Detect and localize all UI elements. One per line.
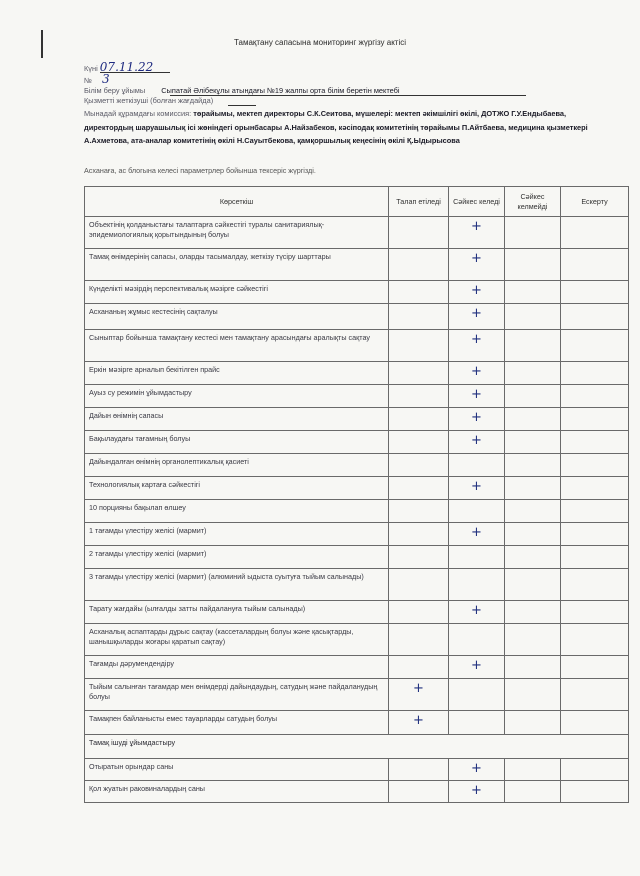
table-row <box>85 304 629 330</box>
row-indicator: Тамақ өнімдерінің сапасы, оларды тасымалдау, жеткізу түсіру шарттары <box>85 249 389 281</box>
table-row <box>85 477 629 500</box>
row-note <box>561 217 629 249</box>
header-noncompliant: Сәйкес келмейді <box>505 187 561 217</box>
header-compliant: Сәйкес келеді <box>449 187 505 217</box>
row-indicator: Объектінің қолданыстағы талаптарға сәйкестігі туралы санитариялық-эпидемиологиялық қорытындының болуы <box>85 217 389 249</box>
row-required <box>389 569 449 601</box>
row-indicator: 2 тағамды үлестіру желісі (мармит) <box>85 546 389 569</box>
handwritten-mark: + <box>471 364 482 379</box>
row-compliant <box>449 408 505 431</box>
row-note <box>561 408 629 431</box>
row-compliant <box>449 781 505 803</box>
row-required <box>389 656 449 679</box>
table-row <box>85 431 629 454</box>
date-label: Күні <box>84 64 98 73</box>
row-noncompliant <box>505 569 561 601</box>
date-underline <box>100 72 170 73</box>
row-note <box>561 281 629 304</box>
handwritten-mark: + <box>413 713 424 728</box>
row-compliant <box>449 624 505 656</box>
row-note <box>561 249 629 281</box>
date-value: 07.11.22 <box>99 60 154 74</box>
table-row <box>85 656 629 679</box>
row-note <box>561 304 629 330</box>
row-noncompliant <box>505 679 561 711</box>
row-note <box>561 330 629 362</box>
table-row <box>85 281 629 304</box>
row-noncompliant <box>505 601 561 624</box>
table-row <box>85 500 629 523</box>
table-row <box>85 624 629 656</box>
handwritten-mark: + <box>471 410 482 425</box>
handwritten-mark: + <box>471 332 482 347</box>
row-compliant <box>449 454 505 477</box>
row-indicator: Тарату жағдайы (ылғалды затты пайдалануға тыйым салынады) <box>85 601 389 624</box>
table-row <box>85 601 629 624</box>
row-compliant <box>449 656 505 679</box>
row-noncompliant <box>505 546 561 569</box>
row-noncompliant <box>505 454 561 477</box>
row-compliant <box>449 281 505 304</box>
row-note <box>561 431 629 454</box>
table-row <box>85 249 629 281</box>
handwritten-mark: + <box>471 525 482 540</box>
section-row <box>85 735 629 759</box>
row-noncompliant <box>505 362 561 385</box>
row-required <box>389 546 449 569</box>
row-indicator: Сыныптар бойынша тамақтану кестесі мен тамақтану арасындағы аралықты сақтау <box>85 330 389 362</box>
number-line <box>84 72 110 86</box>
row-note <box>561 454 629 477</box>
commission-block <box>84 107 604 148</box>
section-table-row <box>85 759 629 781</box>
row-noncompliant <box>505 431 561 454</box>
table-row <box>85 523 629 546</box>
row-required <box>389 362 449 385</box>
table-row <box>85 679 629 711</box>
row-note <box>561 477 629 500</box>
row-required <box>389 304 449 330</box>
row-compliant <box>449 330 505 362</box>
row-compliant <box>449 477 505 500</box>
row-required <box>389 249 449 281</box>
header-indicator: Көрсеткіш <box>85 187 389 217</box>
row-compliant <box>449 759 505 781</box>
handwritten-mark: + <box>471 387 482 402</box>
row-compliant <box>449 385 505 408</box>
row-indicator: Дайын өнімнің сапасы <box>85 408 389 431</box>
row-required <box>389 408 449 431</box>
row-indicator: Отыратын орындар саны <box>85 759 389 781</box>
table-row <box>85 569 629 601</box>
row-indicator: Бақылаудағы тағамның болуы <box>85 431 389 454</box>
handwritten-mark: + <box>471 603 482 618</box>
row-noncompliant <box>505 781 561 803</box>
row-noncompliant <box>505 624 561 656</box>
section-table-row <box>85 781 629 803</box>
row-noncompliant <box>505 304 561 330</box>
table-row <box>85 546 629 569</box>
table-row <box>85 385 629 408</box>
row-compliant <box>449 679 505 711</box>
row-required <box>389 281 449 304</box>
row-note <box>561 523 629 546</box>
handwritten-mark: + <box>471 219 482 234</box>
row-compliant <box>449 500 505 523</box>
row-compliant <box>449 362 505 385</box>
row-note <box>561 546 629 569</box>
org-value: Сыпатай Әлібекұлы атындағы №19 жалпы орта білім беретін мектебі <box>161 86 400 95</box>
table-row <box>85 408 629 431</box>
row-noncompliant <box>505 330 561 362</box>
row-required <box>389 711 449 735</box>
row-note <box>561 656 629 679</box>
row-required <box>389 330 449 362</box>
row-note <box>561 385 629 408</box>
row-required <box>389 624 449 656</box>
row-noncompliant <box>505 523 561 546</box>
row-noncompliant <box>505 500 561 523</box>
row-noncompliant <box>505 385 561 408</box>
service-label: Қызметті жеткізуші (болған жағдайда) <box>84 96 214 105</box>
row-required <box>389 454 449 477</box>
document-title: Тамақтану сапасына мониторинг жүргізу актісі <box>233 38 407 47</box>
row-note <box>561 759 629 781</box>
header-note: Ескерту <box>561 187 629 217</box>
row-compliant <box>449 569 505 601</box>
row-compliant <box>449 304 505 330</box>
row-note <box>561 781 629 803</box>
org-label: Білім беру ұйымы <box>84 86 146 95</box>
row-note <box>561 624 629 656</box>
handwritten-mark: + <box>471 479 482 494</box>
handwritten-mark: + <box>471 306 482 321</box>
row-required <box>389 679 449 711</box>
row-indicator: Ауыз су режимін ұйымдастыру <box>85 385 389 408</box>
row-note <box>561 679 629 711</box>
table-row <box>85 711 629 735</box>
row-indicator: 3 тағамды үлестіру желісі (мармит) (алюминий ыдыста суытуға тыйым салынады) <box>85 569 389 601</box>
table-row <box>85 217 629 249</box>
commission-label: Мынадай құрамдағы комиссия: <box>84 109 192 118</box>
row-note <box>561 362 629 385</box>
row-note <box>561 601 629 624</box>
handwritten-mark: + <box>471 283 482 298</box>
row-compliant <box>449 601 505 624</box>
commission-text: төрайымы, мектеп директоры С.К.Сеитова, мүшелері: мектеп әкімшілігі өкілі, ДОТЖО Г.У.Ендыбаева, директордың шаруашылық ісі жөніндегі орынбасары А.Найзабеков, кәсіподақ комитетінің төрайымы П.Айтбаева, медицина қызметкері А.Ахметова, ата-аналар комитетінің өкілі Н.Сауытбекова, қамқоршылық кеңесінің өкілі Қ.Ыдырысова <box>84 109 588 145</box>
row-noncompliant <box>505 217 561 249</box>
row-noncompliant <box>505 408 561 431</box>
table-row <box>85 362 629 385</box>
intro-text: Асханаға, ас блогына келесі параметрлер бойынша тексеріс жүргізді. <box>84 166 316 175</box>
row-indicator: Дайындалған өнімнің органолептикалық қасиеті <box>85 454 389 477</box>
row-required <box>389 781 449 803</box>
header-required: Талап етіледі <box>389 187 449 217</box>
row-indicator: Асханалық аспаптарды дұрыс сақтау (кассеталардың болуы және қасықтарды, шанышқыларды жоғары қаратып сақтау) <box>85 624 389 656</box>
org-underline <box>170 95 526 96</box>
handwritten-mark: + <box>413 681 424 696</box>
handwritten-mark: + <box>471 658 482 673</box>
row-note <box>561 500 629 523</box>
row-compliant <box>449 523 505 546</box>
row-indicator: 1 тағамды үлестіру желісі (мармит) <box>85 523 389 546</box>
row-noncompliant <box>505 249 561 281</box>
handwritten-mark: + <box>471 761 482 776</box>
service-line <box>84 96 213 105</box>
row-required <box>389 601 449 624</box>
number-value: 3 <box>102 72 110 86</box>
row-indicator: Тағамды дәрумендендіру <box>85 656 389 679</box>
row-note <box>561 569 629 601</box>
table-header-row <box>85 187 629 217</box>
row-indicator: Асхананың жұмыс кестесінің сақталуы <box>85 304 389 330</box>
row-required <box>389 759 449 781</box>
row-required <box>389 217 449 249</box>
row-noncompliant <box>505 477 561 500</box>
number-label: № <box>84 76 92 85</box>
monitoring-table <box>84 186 629 803</box>
row-indicator: Қол жуатын раковиналардың саны <box>85 781 389 803</box>
table-row <box>85 454 629 477</box>
handwritten-mark: + <box>471 783 482 798</box>
row-noncompliant <box>505 759 561 781</box>
row-required <box>389 523 449 546</box>
row-compliant <box>449 431 505 454</box>
row-compliant <box>449 711 505 735</box>
row-required <box>389 500 449 523</box>
row-noncompliant <box>505 281 561 304</box>
table-body <box>85 217 629 803</box>
row-indicator: 10 порцияны бақылап өлшеу <box>85 500 389 523</box>
row-required <box>389 477 449 500</box>
service-underline <box>228 105 256 106</box>
row-noncompliant <box>505 656 561 679</box>
org-line <box>84 86 400 95</box>
section-title: Тамақ ішуді ұйымдастыру <box>85 735 629 759</box>
row-required <box>389 385 449 408</box>
row-indicator: Еркін мәзірге арналып бекітілген прайс <box>85 362 389 385</box>
row-indicator: Технологиялық картаға сәйкестігі <box>85 477 389 500</box>
table-row <box>85 330 629 362</box>
row-indicator: Тамақпен байланысты емес тауарларды сатудың болуы <box>85 711 389 735</box>
row-compliant <box>449 249 505 281</box>
row-noncompliant <box>505 711 561 735</box>
handwritten-mark: + <box>471 433 482 448</box>
row-compliant <box>449 217 505 249</box>
row-required <box>389 431 449 454</box>
row-compliant <box>449 546 505 569</box>
handwritten-mark: + <box>471 251 482 266</box>
row-indicator: Тыйым салынған тағамдар мен өнімдерді дайындаудың, сатудың және пайдаланудың болуы <box>85 679 389 711</box>
row-note <box>561 711 629 735</box>
row-indicator: Күнделікті мәзірдің перспективалық мәзірге сәйкестігі <box>85 281 389 304</box>
